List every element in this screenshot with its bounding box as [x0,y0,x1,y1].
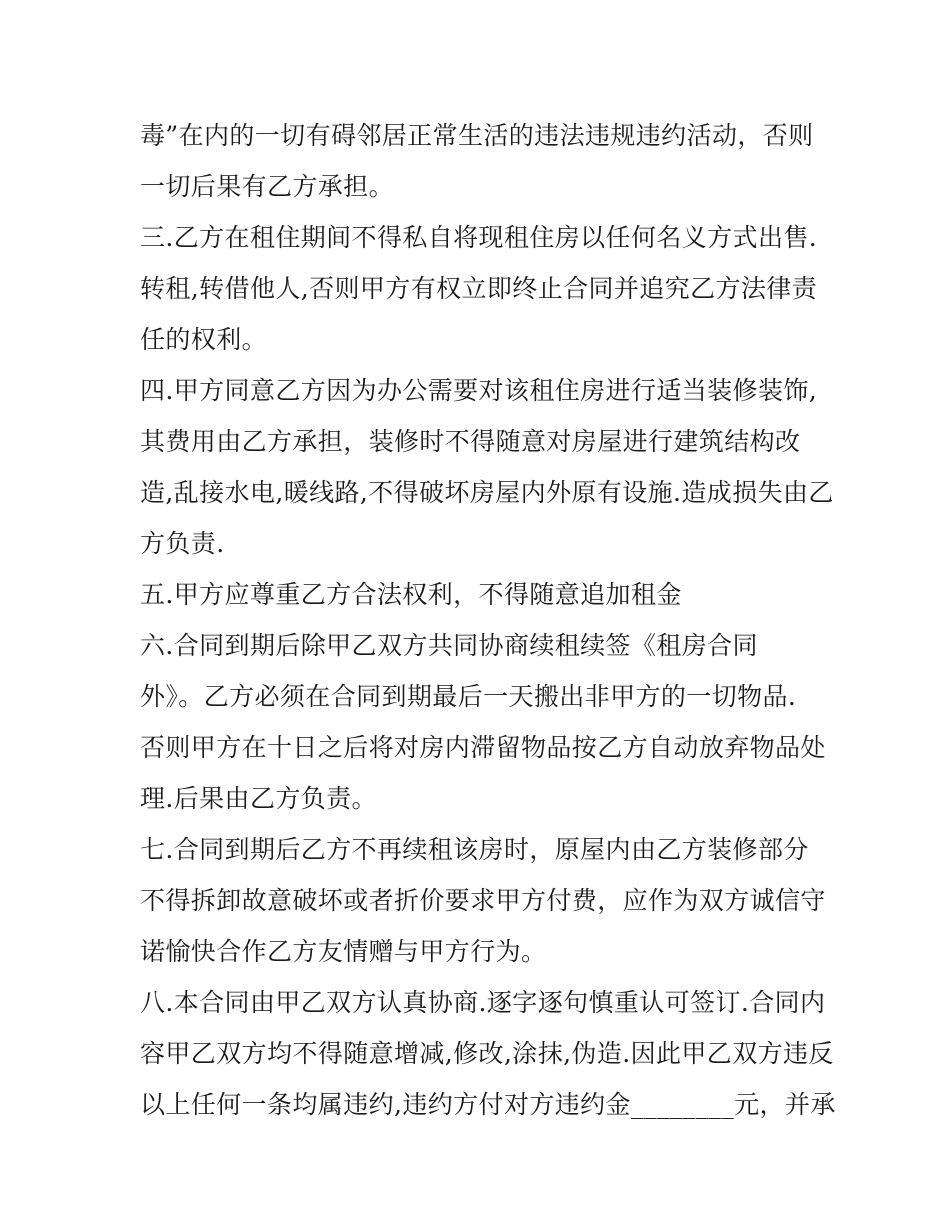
text-line: 八.本合同由甲乙双方认真协商.逐字逐句慎重认可签订.合同内 [140,988,826,1017]
text-line: 三.乙方在租住期间不得私自将现租住房以任何名义方式出售. [140,223,818,252]
text-line: 容甲乙双方均不得随意增减,修改,涂抹,伪造.因此甲乙双方违反 [140,1039,834,1068]
text-line: 方负责. [140,529,225,558]
text-line: 理.后果由乙方负责。 [140,784,377,813]
text-line: 转租,转借他人,否则甲方有权立即终止合同并追究乙方法律责 [140,274,818,303]
text-line: 五.甲方应尊重乙方合法权利，不得随意追加租金 [140,580,682,609]
text-line: 造,乱接水电,暖线路,不得破坏房屋内外原有设施.造成损失由乙 [140,478,834,507]
text-line: 四.甲方同意乙方因为办公需要对该租住房进行适当装修装饰, [140,376,818,405]
text-line: 否则甲方在十日之后将对房内滞留物品按乙方自动放弃物品处 [140,733,826,762]
text-line: 六.合同到期后除甲乙双方共同协商续租续签《租房合同 [140,631,758,660]
text-line: 一切后果有乙方承担。 [140,172,395,201]
contract-text [140,110,836,1130]
text-line: 任的权利。 [140,325,268,354]
text-line: 其费用由乙方承担，装修时不得随意对房屋进行建筑结构改 [140,427,801,456]
text-line: 以上任何一条均属违约,违约方付对方违约金________元，并承 [140,1090,836,1119]
text-line: 毒”在内的一切有碍邻居正常生活的违法违规违约活动，否则 [140,121,814,150]
text-line: 不得拆卸故意破坏或者折价要求甲方付费，应作为双方诚信守 [140,886,826,915]
text-line: 诺愉快合作乙方友情赠与甲方行为。 [140,937,547,966]
text-line: 七.合同到期后乙方不再续租该房时，原屋内由乙方装修部分 [140,835,809,864]
text-line: 外》。乙方必须在合同到期最后一天搬出非甲方的一切物品. [140,682,797,711]
